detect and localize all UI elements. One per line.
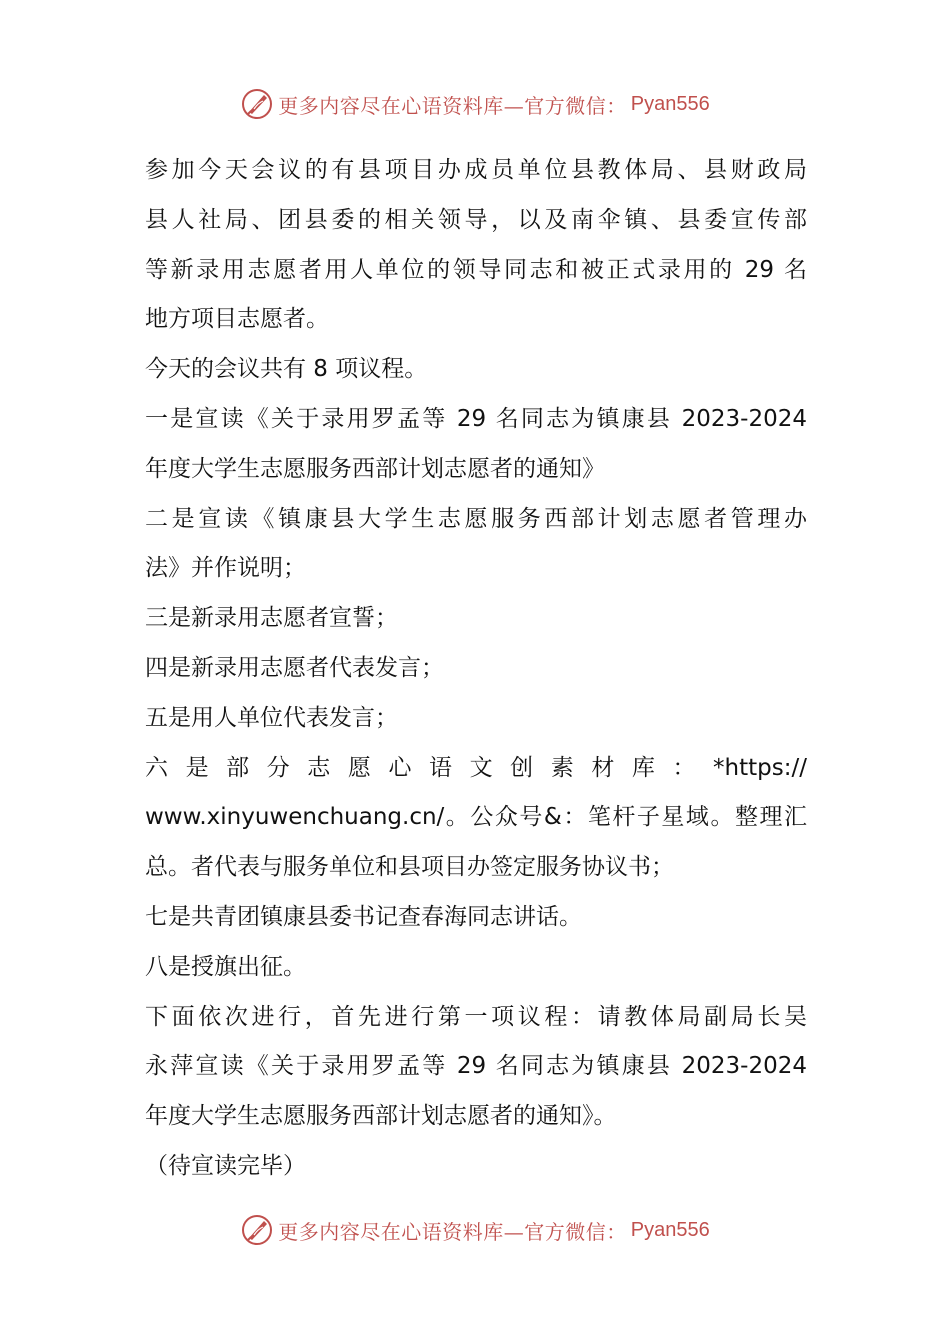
quill-pen-icon bbox=[240, 87, 274, 121]
text-line: 县人社局、团县委的相关领导，以及南伞镇、县委宣传部 bbox=[145, 206, 807, 233]
text-line: 总。者代表与服务单位和县项目办签定服务协议书； bbox=[145, 854, 674, 881]
footer-watermark bbox=[0, 1210, 950, 1250]
text-line: 四是新录用志愿者代表发言； bbox=[145, 654, 444, 681]
text-line: 三是新录用志愿者宣誓； bbox=[145, 605, 398, 632]
text-line: 下面依次进行，首先进行第一项议程：请教体局副局长吴 bbox=[145, 1003, 807, 1030]
watermark-text: 更多内容尽在心语资料库—官方微信： bbox=[278, 1219, 627, 1244]
text-line: 参加今天会议的有县项目办成员单位县教体局、县财政局 bbox=[145, 157, 807, 183]
watermark-handle: Pyan556 bbox=[630, 1218, 710, 1241]
header-watermark bbox=[0, 84, 950, 124]
text-line: 今天的会议共有 8 项议程。 bbox=[145, 356, 428, 383]
text-line: www.xinyuwenchuang.cn/。公众号&：笔杆子星域。整理汇 bbox=[145, 804, 807, 831]
document-body bbox=[145, 146, 807, 1192]
text-line: 一是宣读《关于录用罗孟等 29 名同志为镇康县 2023-2024 bbox=[145, 405, 807, 432]
header-watermark-inner bbox=[240, 87, 709, 121]
text-line: 八是授旗出征。 bbox=[145, 953, 306, 980]
text-line: （待宣读完毕） bbox=[145, 1152, 306, 1179]
watermark-text: 更多内容尽在心语资料库—官方微信： bbox=[278, 93, 627, 118]
watermark-handle: Pyan556 bbox=[630, 92, 710, 115]
text-line: 六 是 部 分 志 愿 心 语 文 创 素 材 库 ： *https:// bbox=[145, 754, 807, 781]
quill-pen-icon bbox=[240, 1213, 274, 1247]
text-line: 五是用人单位代表发言； bbox=[145, 704, 398, 731]
text-line: 等新录用志愿者用人单位的领导同志和被正式录用的 29 名 bbox=[145, 256, 807, 283]
text-line: 年度大学生志愿服务西部计划志愿者的通知》。 bbox=[145, 1103, 617, 1130]
text-line: 二是宣读《镇康县大学生志愿服务西部计划志愿者管理办 bbox=[145, 505, 807, 532]
text-line: 七是共青团镇康县委书记查春海同志讲话。 bbox=[145, 903, 582, 930]
text-line: 法》并作说明； bbox=[145, 555, 306, 582]
text-line: 年度大学生志愿服务西部计划志愿者的通知》 bbox=[145, 455, 605, 482]
text-line: 永萍宣读《关于录用罗孟等 29 名同志为镇康县 2023-2024 bbox=[145, 1053, 807, 1080]
text-line: 地方项目志愿者。 bbox=[145, 306, 329, 333]
footer-watermark-inner bbox=[240, 1213, 709, 1247]
